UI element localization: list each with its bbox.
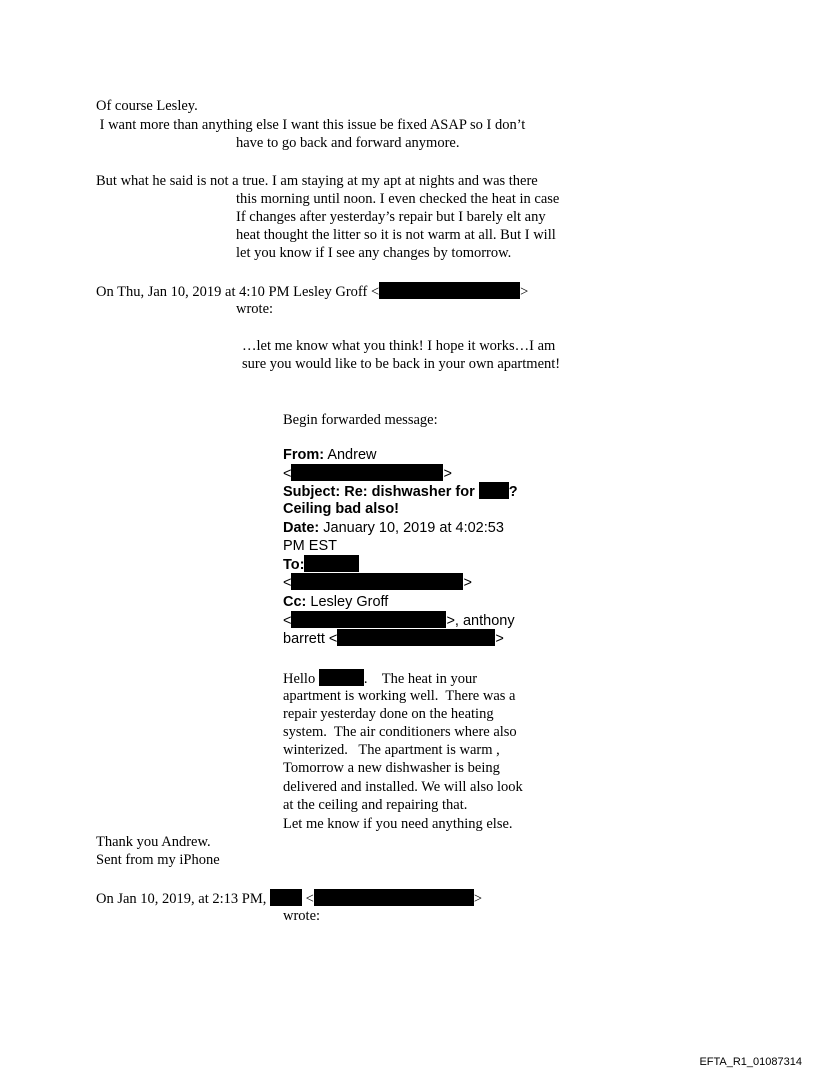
message-line: Let me know if you need anything else. bbox=[283, 816, 513, 832]
reply-line: this morning until noon. I even checked the heat in case bbox=[236, 191, 560, 207]
date-value: January 10, 2019 at 4:02:53 bbox=[319, 520, 504, 536]
subject-line bbox=[283, 482, 518, 501]
cc-name: Lesley Groff bbox=[306, 594, 389, 610]
reply-line: have to go back and forward anymore. bbox=[236, 135, 460, 151]
redacted-email bbox=[337, 629, 495, 646]
subject-qmark: ? bbox=[508, 484, 518, 500]
from-name: Andrew bbox=[324, 447, 377, 463]
redacted-name bbox=[304, 555, 359, 572]
quote-wrote: wrote: bbox=[283, 908, 321, 924]
message-line: system. The air conditioners where also bbox=[283, 724, 517, 740]
cc-label: Cc: bbox=[283, 594, 307, 610]
subject-label: Subject: Re: dishwasher for bbox=[283, 484, 479, 500]
redacted-email bbox=[379, 282, 520, 299]
quote-header-text: On Thu, Jan 10, 2019 at 4:10 PM Lesley Groff < bbox=[96, 284, 380, 300]
redacted-email bbox=[291, 573, 463, 590]
from-email-line bbox=[283, 464, 452, 483]
reply-line: Of course Lesley. bbox=[96, 98, 198, 114]
reply-line: heat thought the litter so it is not warm at all. But I will bbox=[236, 227, 556, 243]
cc-barrett-line bbox=[283, 629, 504, 648]
to-line bbox=[283, 555, 359, 574]
date-line bbox=[283, 519, 504, 537]
angle-bracket: < bbox=[283, 575, 292, 591]
date-line-2: PM EST bbox=[283, 538, 337, 554]
redacted-email bbox=[291, 464, 443, 481]
subject-continuation: Ceiling bad also! bbox=[283, 501, 400, 517]
redacted-name bbox=[319, 669, 364, 686]
cc-email-line bbox=[283, 611, 515, 630]
cc-line bbox=[283, 593, 388, 611]
angle-bracket: < bbox=[283, 613, 292, 629]
message-text: . The heat in your bbox=[363, 671, 478, 687]
reply-line: If changes after yesterday’s repair but I barely elt any bbox=[236, 209, 546, 225]
angle-bracket: > bbox=[443, 466, 452, 482]
message-line: repair yesterday done on the heating bbox=[283, 706, 494, 722]
angle-bracket: > bbox=[463, 575, 472, 591]
to-email-line bbox=[283, 573, 472, 592]
quoted-line: sure you would like to be back in your own apartment! bbox=[242, 356, 561, 372]
message-line: apartment is working well. There was a bbox=[283, 688, 516, 704]
reply-line: But what he said is not a true. I am staying at my apt at nights and was there bbox=[96, 173, 538, 189]
message-line: Tomorrow a new dishwasher is being bbox=[283, 760, 500, 776]
message-line bbox=[283, 669, 477, 688]
redacted-email bbox=[291, 611, 446, 628]
message-line: delivered and installed. We will also look bbox=[283, 779, 523, 795]
signoff-line: Thank you Andrew. bbox=[96, 834, 211, 850]
angle-bracket: > bbox=[473, 891, 482, 907]
date-label: Date: bbox=[283, 520, 320, 536]
hello-text: Hello bbox=[283, 671, 319, 687]
cc-barrett: barrett < bbox=[283, 631, 338, 647]
from-label: From: bbox=[283, 447, 325, 463]
quote-header bbox=[96, 889, 482, 908]
reply-line: I want more than anything else I want this issue be fixed ASAP so I don’t bbox=[96, 117, 526, 133]
to-label: To: bbox=[283, 557, 305, 573]
redacted-name bbox=[270, 889, 302, 906]
quoted-line: …let me know what you think! I hope it works…I am bbox=[242, 338, 556, 354]
message-line: at the ceiling and repairing that. bbox=[283, 797, 468, 813]
forwarded-intro: Begin forwarded message: bbox=[283, 412, 438, 428]
redacted-email bbox=[314, 889, 474, 906]
subject-line-2 bbox=[283, 500, 399, 518]
cc-anthony: >, anthony bbox=[446, 613, 515, 629]
angle-bracket: < bbox=[283, 466, 292, 482]
document-id: EFTA_R1_01087314 bbox=[699, 1056, 802, 1068]
quote-header-text: On Jan 10, 2019, at 2:13 PM, bbox=[96, 891, 270, 907]
from-line bbox=[283, 446, 377, 464]
quote-header bbox=[96, 282, 528, 301]
angle-bracket: > bbox=[495, 631, 504, 647]
reply-line: let you know if I see any changes by tomorrow. bbox=[236, 245, 512, 261]
message-line: winterized. The apartment is warm , bbox=[283, 742, 500, 758]
quote-wrote: wrote: bbox=[236, 301, 274, 317]
signoff-line: Sent from my iPhone bbox=[96, 852, 220, 868]
angle-bracket: > bbox=[520, 284, 529, 300]
redacted-name bbox=[479, 482, 509, 499]
angle-bracket: < bbox=[302, 891, 314, 907]
